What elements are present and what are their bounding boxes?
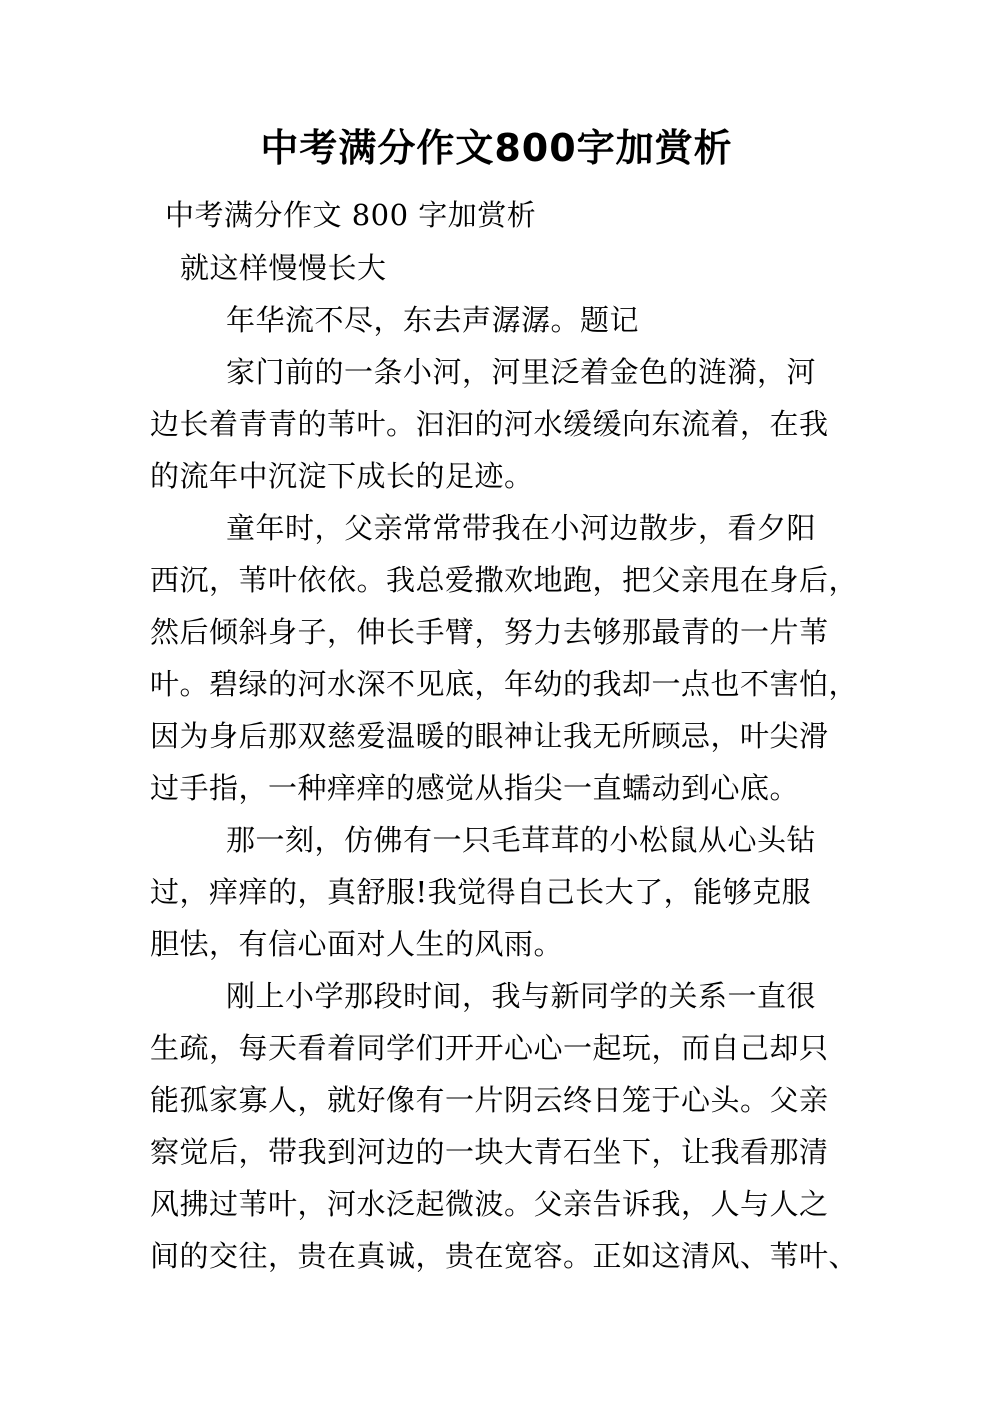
- paragraph-line: 童年时，父亲常常带我在小河边散步，看夕阳: [226, 511, 817, 545]
- paragraph-line: 过，痒痒的，真舒服!我觉得自己长大了，能够克服: [150, 875, 812, 909]
- epigraph-line: 年华流不尽，东去声潺潺。题记: [226, 303, 640, 337]
- paragraph-line: 刚上小学那段时间，我与新同学的关系一直很: [226, 979, 817, 1013]
- paragraph-line: 风拂过苇叶，河水泛起微波。父亲告诉我，人与人之: [150, 1187, 829, 1221]
- paragraph-line: 的流年中沉淀下成长的足迹。: [150, 459, 534, 493]
- paragraph-line: 那一刻，仿佛有一只毛茸茸的小松鼠从心头钻: [226, 823, 817, 857]
- essay-title: 就这样慢慢长大: [180, 251, 387, 285]
- paragraph-line: 然后倾斜身子，伸长手臂，努力去够那最青的一片苇: [150, 615, 829, 649]
- paragraph-line: 生疏，每天看着同学们开开心心一起玩，而自己却只: [150, 1031, 829, 1065]
- paragraph-line: 胆怯，有信心面对人生的风雨。: [150, 927, 564, 961]
- paragraph-line: 边长着青青的苇叶。汩汩的河水缓缓向东流着，在我: [150, 407, 829, 441]
- paragraph-line: 家门前的一条小河，河里泛着金色的涟漪，河: [226, 355, 817, 389]
- paragraph-line: 察觉后，带我到河边的一块大青石坐下，让我看那清: [150, 1135, 829, 1169]
- document-title: 中考满分作文800字加赏析: [260, 126, 733, 170]
- document-subtitle: 中考满分作文 800 字加赏析: [165, 198, 537, 232]
- paragraph-line: 叶。碧绿的河水深不见底，年幼的我却一点也不害怕，: [150, 667, 859, 701]
- paragraph-line: 因为身后那双慈爱温暖的眼神让我无所顾忌，叶尖滑: [150, 719, 829, 753]
- paragraph-line: 能孤家寡人，就好像有一片阴云终日笼于心头。父亲: [150, 1083, 829, 1117]
- paragraph-line: 间的交往，贵在真诚，贵在宽容。正如这清风、苇叶、: [150, 1239, 859, 1273]
- paragraph-line: 过手指，一种痒痒的感觉从指尖一直蠕动到心底。: [150, 771, 800, 805]
- paragraph-line: 西沉，苇叶依依。我总爱撒欢地跑，把父亲甩在身后，: [150, 563, 859, 597]
